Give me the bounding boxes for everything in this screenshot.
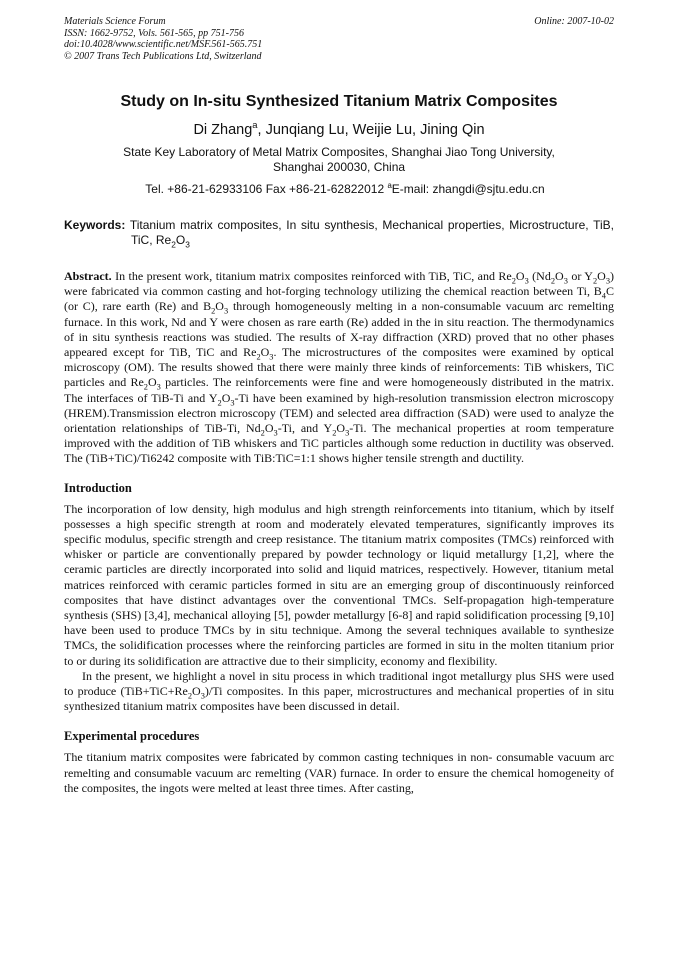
abstract-text: C (or C), rare earth (Re) and B <box>64 284 614 314</box>
sub: 3 <box>563 276 568 286</box>
copyright-line: © 2007 Trans Tech Publications Ltd, Switzerland <box>64 50 262 62</box>
sub: 2 <box>332 428 337 438</box>
email-mark: a <box>387 181 392 190</box>
sub: 2 <box>256 352 261 362</box>
introduction-paragraph-1: The incorporation of low density, high modulus and high strength reinforcements into titanium, which by itself possesses a high specific strength at room and moderately elevated temperatures, significantly improves its specific modulus, specific strength and creep resistance. The titanium matrix composites (TMCs) reinforced with whisker or particle are conventionally prepared by powder technology or liquid metallurgy [1,2], where the ceramic particles are directly incorporated into solid and liquid matrices, respectively. However, titanium metal matrices reinforced with ceramic particles formed in situ are an emerging group of discontinuously reinforced composites that have distinct advantages over the conventional TMCs. Self-propagation high-temperature synthesis (SHS) [3,4], mechanical alloying [5], powder metallurgy [6-8] and rapid solidification processing [9,10] have been used to produce TMCs by in situ technique. Among the several techniques available to synthesize TMCs, the solidification processes where the reinforcing particles are formed in situ in the molten titanium prior to or during its solidification are attractive due to their simplicity, economy and flexibility. <box>64 501 614 668</box>
tel-fax: Tel. +86-21-62933106 Fax +86-21-62822012 <box>145 182 388 196</box>
contact-line <box>64 182 614 197</box>
o: O <box>555 269 564 283</box>
intro-text: )/Ti composites. In this paper, microstructures and mechanical properties of in situ synthesized titanium matrix composites have been discussed in detail. <box>64 684 614 714</box>
abstract-text: . The microstructures of the composites were examined by optical microscopy (OM). The results showed that there were mainly three kinds of reinforcements: TiB whiskers, TiC particles and Re <box>64 345 614 390</box>
abstract-text: -Ti, and Y <box>277 421 333 436</box>
abstract-text: -Ti. The mechanical properties at room temperature improved with the addition of TiB whiskers and TiC particles although some reduction in ductility was observed. The (TiB+TiC)/Ti6242 composite with TiB:TiC=1:1 shows higher tensile strength and ductility. <box>64 421 614 466</box>
affiliation-line-2: Shanghai 200030, China <box>272 160 406 174</box>
abstract-text: particles. The reinforcements were fine and were homogeneously distributed in the matrix. The interfaces of TiB-Ti and Y <box>64 375 614 405</box>
sub: 3 <box>345 428 350 438</box>
keywords <box>64 218 614 248</box>
author-rest: , Junqiang Lu, Weijie Lu, Jining Qin <box>257 122 485 138</box>
experimental-paragraph-1: The titanium matrix composites were fabricated by common casting techniques in non- consumable vacuum arc remelting and consumable vacuum arc remelting (VAR) furnace. In order to ensure the chemical homogeneity of the composites, the ingots were melted at least three times. After casting, <box>64 750 614 795</box>
issn-line: ISSN: 1662-9752, Vols. 561-565, pp 751-756 <box>64 27 244 39</box>
sub: 2 <box>550 276 556 286</box>
paper-title: Study on In-situ Synthesized Titanium Matrix Composites <box>120 93 558 110</box>
affiliation-line-1: State Key Laboratory of Metal Matrix Composites, Shanghai Jiao Tong University, <box>123 145 555 159</box>
sub: 3 <box>605 276 611 286</box>
affiliation <box>64 145 614 175</box>
keywords-label: Keywords: <box>64 218 126 232</box>
o: O <box>192 684 201 699</box>
keywords-sub: 3 <box>185 239 190 250</box>
sub: 2 <box>260 428 265 438</box>
o: O <box>336 421 346 436</box>
keywords-sub: 2 <box>171 239 176 250</box>
abstract-text: or Y <box>567 269 593 283</box>
o: O <box>215 299 224 314</box>
author-list <box>64 121 614 139</box>
sub: 2 <box>592 276 598 286</box>
paper-page <box>64 16 614 796</box>
keywords-text: Titanium matrix composites, In situ synthesis, Mechanical properties, Microstructure, TiB, TiC, Re <box>125 218 614 247</box>
abstract-text: In the present work, titanium matrix composites reinforced with TiB, TiC, and Re <box>111 269 512 283</box>
sub: 3 <box>269 352 274 362</box>
sub: 3 <box>200 691 205 701</box>
introduction-heading: Introduction <box>64 480 132 495</box>
abstract-text: ) were fabricated via common casting and hot-forging technology utilizing the chemical reaction between Ti, B <box>64 269 615 299</box>
abstract <box>64 269 614 467</box>
abstract-text: (Nd <box>528 269 551 283</box>
author-first-mark: a <box>252 119 258 131</box>
sub: 2 <box>211 306 216 316</box>
doi-line[interactable]: doi:10.4028/www.scientific.net/MSF.561-565.751 <box>64 39 263 50</box>
journal-header <box>64 16 614 62</box>
o: O <box>260 345 270 360</box>
sub: 3 <box>230 398 235 408</box>
sub: 2 <box>187 691 193 701</box>
sub: 2 <box>511 276 516 286</box>
abstract-label: Abstract. <box>64 269 112 283</box>
author-first: Di Zhang <box>193 122 253 138</box>
o: O <box>597 269 606 283</box>
o: O <box>264 421 274 436</box>
o: O <box>515 269 525 283</box>
online-date: Online: 2007-10-02 <box>534 16 614 27</box>
sub: 3 <box>156 382 161 392</box>
sub: 2 <box>143 382 148 392</box>
o: O <box>147 375 157 390</box>
experimental-heading: Experimental procedures <box>64 729 200 744</box>
intro-text: In the present, we highlight a novel in situ process in which traditional ingot metallurgy plus SHS were used to produce (TiB+TiC+Re <box>64 668 614 699</box>
sub: 3 <box>524 276 529 286</box>
abstract-text: through homogeneously melting in a non-consumable vacuum arc remelting furnace. In this work, Nd and Y were chosen as rare earth (Re) added in the in situ reaction. The thermodynamics of in situ synthesis reactions was studied. The results of X-ray diffraction (XRD) proved that no other phases appeared except for TiB, TiC and Re <box>64 299 614 360</box>
sub: 3 <box>223 306 229 316</box>
sub: 4 <box>601 291 606 301</box>
journal-name: Materials Science Forum <box>64 16 166 27</box>
email[interactable]: E-mail: zhangdi@sjtu.edu.cn <box>391 182 545 196</box>
o: O <box>221 390 231 405</box>
introduction-paragraph-2 <box>64 669 614 715</box>
sub: 2 <box>217 398 222 408</box>
sub: 3 <box>273 428 278 438</box>
abstract-text: -Ti have been examined by high-resolution transmission electron microscopy (HREM).Transmission electron microscopy (TEM) and selected area diffraction (SAD) were used to analyze the orientation relationships of TiB-Ti, Nd <box>64 390 614 436</box>
keywords-o: O <box>175 233 186 247</box>
